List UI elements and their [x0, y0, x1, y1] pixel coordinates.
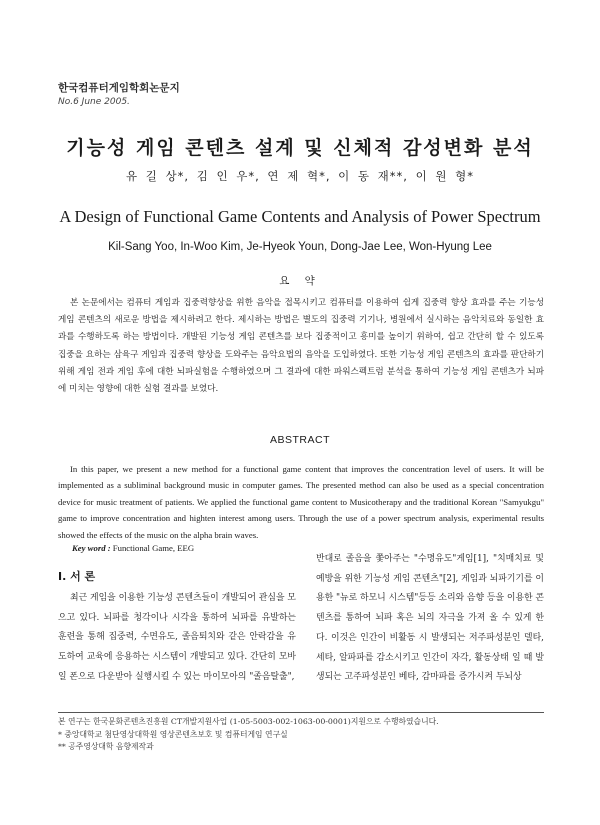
- paper-title-korean: 기능성 게임 콘텐츠 설계 및 신체적 감성변화 분석: [66, 137, 534, 159]
- abstract-english-text: In this paper, we present a new method for a functional game content that improves the concentration level of users. It will be implemented as a subliminal background music in computer games. The presented method can also be used as a special concentration device for music treatment of patients. We applied the functional game content to Musicotherapy and the traditional Korean "Samyukgu" game to improve concentration and highten interest among users. Through the use of a power spectrum analysis, experimental results showed the effects of the music on the alpha brain waves.: [58, 464, 544, 540]
- footnote-affiliation-1: * 중앙대학교 첨단영상대학원 영상콘텐츠보호 및 컴퓨터게임 연구실: [58, 729, 288, 739]
- footnote-affiliation-2: ** 공주영상대학 음향제작과: [58, 742, 154, 751]
- paper-title-english: A Design of Functional Game Contents and Analysis of Power Spectrum: [59, 207, 541, 226]
- abstract-korean-text: 본 논문에서는 컴퓨터 게임과 집중력향상을 위한 음악을 접목시키고 컴퓨터를 이용하여 쉽게 집중력 향상 효과를 주는 기능성 게임 콘텐츠의 새로운 방법을 제시하려고 한다. 제시하는 방법은 별도의 집중력 기기나, 병원에서 실시하는 음악치료와 동일한 효과를 수행하도록 하는 방법이다. 개발된 기능성 게임 콘텐츠를 보다 집중적이고 흥미를 높이기 위하여, 쉽고 간단히 할 수 있도록 집중을 요하는 삼육구 게임과 집중력 향상을 도와주는 음악요법의 음악을 도입하였다. 또한 기능성 게임 콘텐츠의 효과를 판단하기 위해 게임 전과 게임 후에 대한 뇌파실험을 수행하였으며 그 결과에 대한 파워스펙트럼 분석을 통하여 기능성 게임 콘텐츠가 뇌파에 미치는 영향에 대한 실험 결과를 보였다.: [58, 298, 544, 395]
- keyword-value: Functional Game, EEG: [110, 543, 195, 553]
- journal-name: 한국컴퓨터게임학회논문지: [58, 82, 180, 94]
- footnote-divider: [58, 712, 544, 713]
- abstract-english-heading: ABSTRACT: [269, 434, 330, 446]
- section-heading-introduction: Ⅰ. 서 론: [58, 570, 96, 583]
- journal-header: [58, 80, 180, 107]
- keyword-label: Key word :: [72, 543, 111, 553]
- intro-left-column: 최근 게임을 이용한 기능성 콘텐츠들이 개발되어 관심을 모으고 있다. 뇌파를 청각이나 시각을 통하여 뇌파를 유발하는 훈련을 통해 집중력, 수면유도, 졸음퇴치와 같은 안락감을 유도하여 교육에 응용하는 시스템이 개발되고 있다. 간단히 모바일 폰으로 다운받아 실행시킬 수 있는 마이모아의 "졸음탈출",: [58, 593, 296, 682]
- intro-right-column: 반대로 졸음을 쫓아주는 "수명유도"게임[1], "치매치료 및 예방을 위한 기능성 게임 콘텐츠"[2], 게임과 뇌파기기를 이용한 "뉴로 하모니 시스템"등등 소리와 음향 등을 이용한 콘텐츠를 통하여 뇌파 혹은 뇌의 자극을 가져 올 수 있게 한다. 이것은 인간이 비활동 시 발생되는 저주파성분인 델타, 세타, 알파파를 감소시키고 인간이 자각, 활동상태 일 때 발생되는 고주파성분인 베타, 감마파를 증가시켜 두뇌상: [316, 554, 544, 683]
- journal-issue: No.6 June 2005.: [58, 97, 130, 107]
- abstract-korean-heading: 요 약: [279, 275, 321, 287]
- footnotes: [58, 716, 544, 754]
- authors-korean: 유 길 상*, 김 인 우*, 연 제 혁*, 이 동 재**, 이 원 형*: [126, 169, 474, 183]
- keywords: [72, 543, 194, 553]
- footnote-funding: 본 연구는 한국문화콘텐츠진흥원 CT개발지원사업 (1-05-5003-002-1063-00-0001)지원으로 수행하였습니다.: [58, 717, 439, 726]
- authors-english: Kil-Sang Yoo, In-Woo Kim, Je-Hyeok Youn, Dong-Jae Lee, Won-Hyung Lee: [108, 241, 492, 253]
